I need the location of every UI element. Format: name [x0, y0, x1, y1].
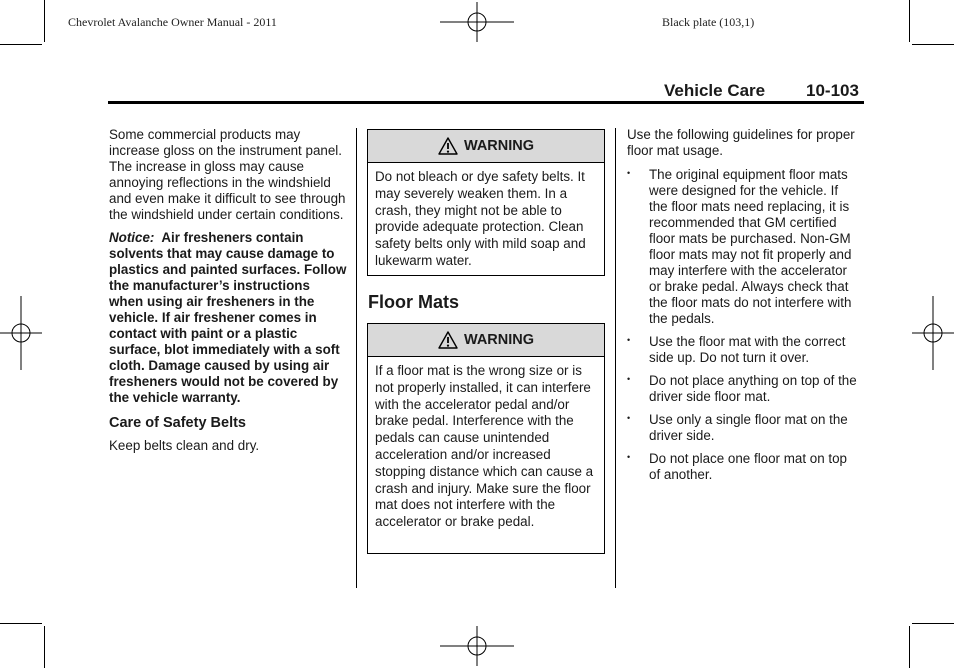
crop-mark-bottom-left-v [44, 626, 45, 668]
floor-mat-guidelines-list [627, 167, 857, 483]
crop-mark-top-right-h [912, 44, 954, 45]
crosshair-registration-icon [440, 2, 514, 42]
floor-mats-title: Floor Mats [368, 292, 460, 312]
bullet-icon: • [627, 452, 631, 462]
bullet-icon: • [627, 335, 631, 345]
warning-label: WARNING [463, 138, 535, 154]
warning-header [368, 130, 604, 163]
warning-box-safety-belts [367, 129, 605, 276]
crop-mark-bottom-right-v [909, 626, 910, 668]
gloss-paragraph: Some commercial products may increase gloss on the instrument panel. The increase in gloss may cause annoying reflections in the windshield and even make it difficult to see through the windshield under certain conditions. [109, 127, 346, 222]
list-item: • Do not place one floor mat on top of another. [627, 451, 848, 482]
manual-title: Chevrolet Avalanche Owner Manual - 2011 [68, 15, 277, 29]
list-item: • Use only a single floor mat on the driver side. [627, 412, 848, 443]
warning-label: WARNING [463, 332, 535, 348]
header-rule [108, 101, 864, 104]
care-text: Keep belts clean and dry. [109, 438, 260, 453]
crop-mark-bottom-right-h [912, 623, 954, 624]
warning-triangle-icon [438, 137, 458, 155]
crop-mark-top-left-h [0, 44, 42, 45]
warning-triangle-icon [438, 331, 458, 349]
list-item: • Do not place anything on top of the driver side floor mat. [627, 373, 857, 404]
warning-text: If a floor mat is the wrong size or is not properly installed, it can interfere with the accelerator pedal and/or brake pedal. Interference with the pedals can cause unintended acceleration and/or increased stopping distance which can cause a crash and injury. Make sure the floor mat does not interfere with the accelerator or brake pedal. [375, 363, 594, 530]
guidelines-intro: Use the following guidelines for proper floor mat usage. [627, 127, 855, 158]
notice-paragraph [109, 230, 347, 406]
list-item: • The original equipment floor mats were designed for the vehicle. If the floor mats need replacing, it is recommended that GM certified floor mats be purchased. Non-GM floor mats may not fit properly and may interfere with the accelerator or brake pedal. Always check that the floor mats do not interfere with the pedals. [627, 167, 852, 326]
care-of-safety-belts-title: Care of Safety Belts [109, 415, 246, 431]
crosshair-registration-icon [912, 296, 954, 370]
crop-mark-top-right-v [909, 0, 910, 42]
bullet-icon: • [627, 374, 631, 384]
plate-label: Black plate (103,1) [662, 15, 755, 29]
warning-header [368, 324, 604, 357]
column-divider [615, 128, 616, 588]
bullet-icon: • [627, 413, 631, 423]
column-3 [627, 127, 857, 490]
list-item: • Use the floor mat with the correct side up. Do not turn it over. [627, 334, 846, 365]
crosshair-registration-icon [440, 626, 514, 666]
crop-mark-bottom-left-h [0, 623, 42, 624]
notice-label: Notice: [109, 230, 155, 245]
page-number: 10-103 [806, 81, 859, 100]
crosshair-registration-icon [0, 296, 42, 370]
column-1 [109, 127, 347, 454]
crop-mark-top-left-v [44, 0, 45, 42]
section-heading: Vehicle Care [664, 81, 766, 100]
notice-text: Air fresheners contain solvents that may cause damage to plastics and painted surfaces. Follow the manufacturer’s instructions when using air fresheners in the vehicle. If air freshener comes in contact with paint or a plastic surface, blot immediately with a soft cloth. Damage caused by using air fresheners would not be covered by the vehicle warranty. [109, 230, 347, 405]
bullet-icon: • [627, 168, 631, 178]
warning-text: Do not bleach or dye safety belts. It may severely weaken them. In a crash, they might not be able to provide adequate protection. Clean safety belts only with mild soap and lukewarm water. [375, 169, 586, 268]
column-divider [356, 128, 357, 588]
warning-box-floor-mats [367, 323, 605, 554]
